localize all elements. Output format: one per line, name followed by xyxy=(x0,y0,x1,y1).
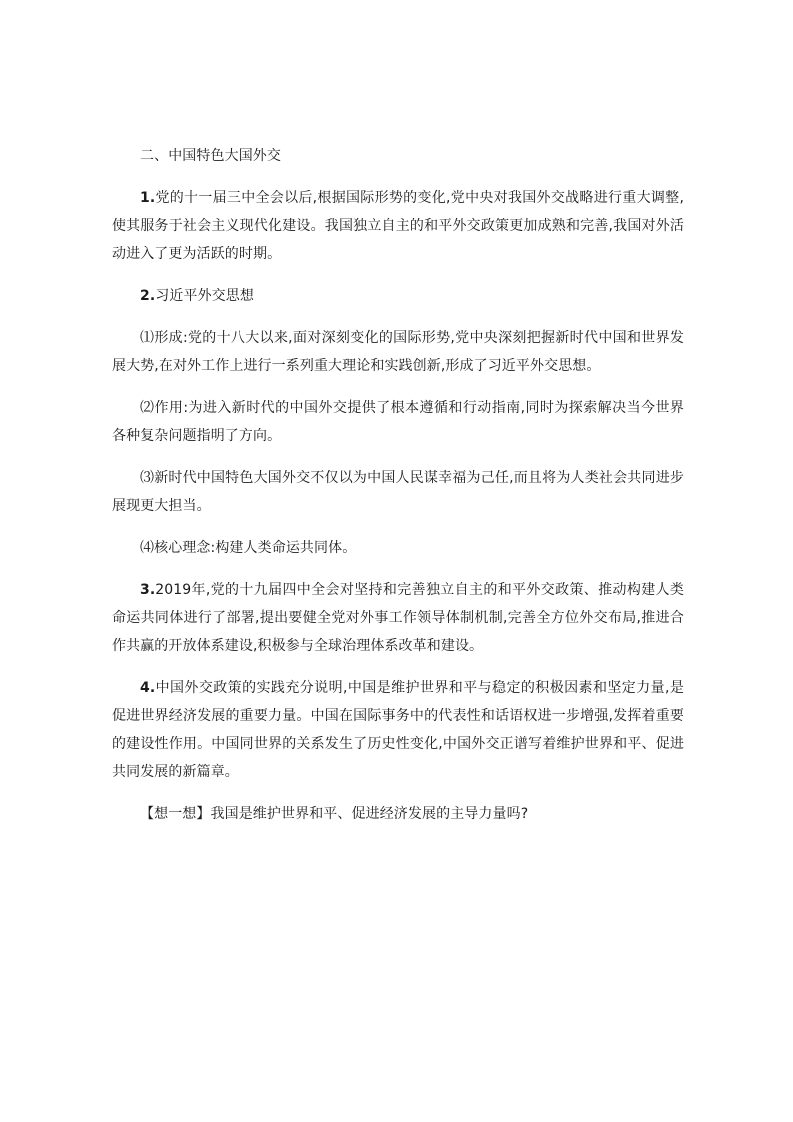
paragraph-number: 1. xyxy=(140,190,156,206)
paragraph-3 xyxy=(112,576,684,660)
paragraph-text: ⑵作用:为进入新时代的中国外交提供了根本遵循和行动指南,同时为探索解决当今世界各种复杂问题指明了方向。 xyxy=(112,400,684,444)
paragraph-number: 4. xyxy=(140,680,156,696)
paragraph-text: ⑶新时代中国特色大国外交不仅以为中国人民谋幸福为己任,而且将为人类社会共同进步展现更大担当。 xyxy=(112,470,684,514)
paragraph-text: 习近平外交思想 xyxy=(155,288,254,304)
paragraph-number: 3. xyxy=(140,582,156,598)
sub-item-4 xyxy=(112,534,684,562)
paragraph-4 xyxy=(112,674,684,786)
paragraph-1 xyxy=(112,184,684,268)
document-page xyxy=(112,140,684,828)
section-heading: 二、中国特色大国外交 xyxy=(140,148,281,164)
paragraph-text: 党的十一届三中全会以后,根据国际形势的变化,党中央对我国外交战略进行重大调整,使其服务于社会主义现代化建设。我国独立自主的和平外交政策更加成熟和完善,我国对外活动进入了更为活跃的时期。 xyxy=(112,190,684,262)
paragraph-2 xyxy=(112,282,684,310)
think-question xyxy=(112,800,684,828)
sub-item-1 xyxy=(112,324,684,380)
paragraph-text: ⑴形成:党的十八大以来,面对深刻变化的国际形势,党中央深刻把握新时代中国和世界发展大势,在对外工作上进行一系列重大理论和实践创新,形成了习近平外交思想。 xyxy=(112,330,684,374)
paragraph-number: 2. xyxy=(140,288,156,304)
sub-item-3 xyxy=(112,464,684,520)
paragraph-text: 【想一想】我国是维护世界和平、促进经济发展的主导力量吗? xyxy=(140,806,529,822)
sub-item-2 xyxy=(112,394,684,450)
paragraph-text: 2019年,党的十九届四中全会对坚持和完善独立自主的和平外交政策、推动构建人类命运共同体进行了部署,提出要健全党对外事工作领导体制机制,完善全方位外交布局,推进合作共赢的开放体系建设,积极参与全球治理体系改革和建设。 xyxy=(112,582,684,654)
paragraph-text: 中国外交政策的实践充分说明,中国是维护世界和平与稳定的积极因素和坚定力量,是促进世界经济发展的重要力量。中国在国际事务中的代表性和话语权进一步增强,发挥着重要的建设性作用。中国同世界的关系发生了历史性变化,中国外交正谱写着维护世界和平、促进共同发展的新篇章。 xyxy=(112,680,684,780)
paragraph-text: ⑷核心理念:构建人类命运共同体。 xyxy=(140,540,357,556)
